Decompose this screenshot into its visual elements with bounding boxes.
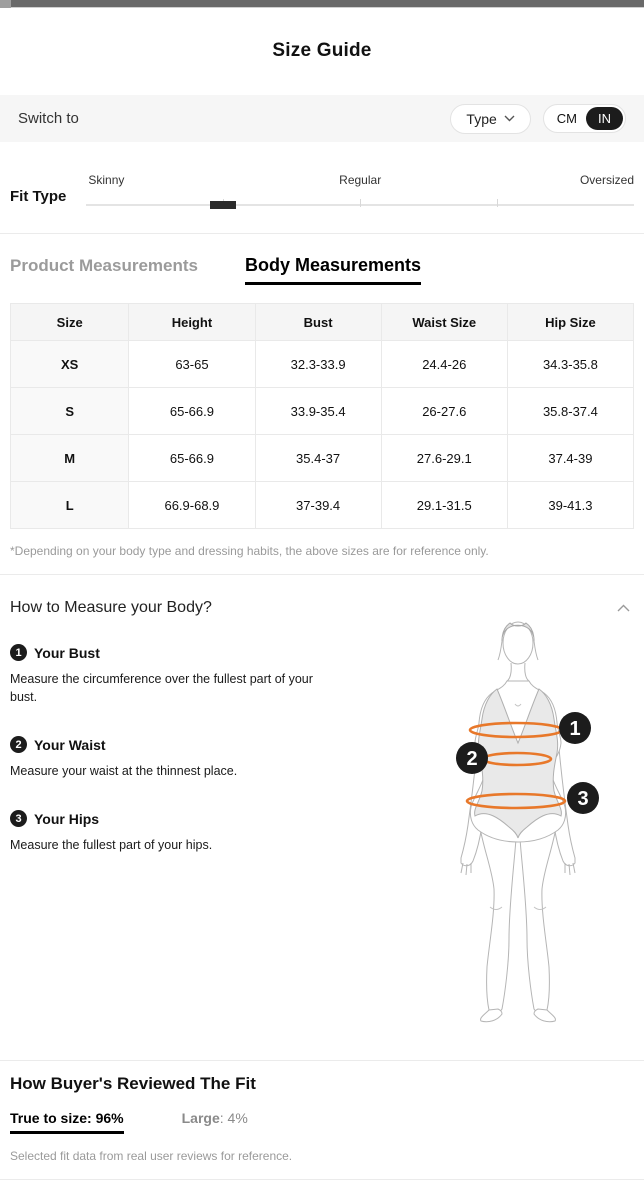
measure-step <box>10 736 390 780</box>
measure-step-header <box>10 736 390 753</box>
step-description: Measure your waist at the thinnest place. <box>10 764 238 779</box>
stat-true-to-size[interactable]: True to size: 96% <box>10 1110 124 1134</box>
measurement-cell: 65-66.9 <box>129 435 255 482</box>
measurement-cell: 29.1-31.5 <box>381 482 507 529</box>
column-header: Height <box>129 304 255 341</box>
top-overlay-bar <box>0 0 644 8</box>
fit-review-note: Selected fit data from real user reviews for reference. <box>10 1149 293 1163</box>
svg-text:2: 2 <box>466 748 478 770</box>
figure-right-leg <box>520 823 557 1013</box>
divider <box>0 574 644 575</box>
step-description: Measure the circumference over the fullest part of your bust. <box>10 672 313 705</box>
how-to-measure-section <box>0 589 644 1044</box>
fit-review-title: How Buyer's Reviewed The Fit <box>10 1074 256 1093</box>
switch-controls <box>450 104 626 134</box>
fit-review-stats <box>10 1110 634 1134</box>
measurement-cell: 65-66.9 <box>129 388 255 435</box>
track-tick <box>497 199 498 207</box>
step-description: Measure the fullest part of your hips. <box>10 838 213 853</box>
fit-option-skinny: Skinny <box>88 173 125 187</box>
measure-step-header <box>10 644 390 661</box>
unit-toggle[interactable] <box>543 104 626 133</box>
page-title: Size Guide <box>272 40 372 61</box>
measurement-cell: 26-27.6 <box>381 388 507 435</box>
step-number-badge: 2 <box>10 736 27 753</box>
svg-text:1: 1 <box>569 718 581 740</box>
measurement-cell: 27.6-29.1 <box>381 435 507 482</box>
marker-2-badge <box>456 742 488 774</box>
chevron-down-icon <box>504 115 515 122</box>
measurement-cell: 63-65 <box>129 341 255 388</box>
body-measurement-illustration <box>434 611 644 1023</box>
measurement-cell: 39-41.3 <box>507 482 633 529</box>
figure-left-foot <box>481 1009 502 1022</box>
track-tick <box>360 199 361 207</box>
switch-bar <box>0 95 644 142</box>
column-header: Hip Size <box>507 304 633 341</box>
fit-option-oversized: Oversized <box>579 173 634 187</box>
size-cell: L <box>11 482 129 529</box>
marker-3-badge <box>567 782 599 814</box>
size-cell: S <box>11 388 129 435</box>
how-to-measure-title: How to Measure your Body? <box>10 599 212 616</box>
measurement-cell: 34.3-35.8 <box>507 341 633 388</box>
step-title: Your Waist <box>34 736 106 753</box>
table-row <box>11 435 634 482</box>
marker-1-badge <box>559 712 591 744</box>
column-header: Waist Size <box>381 304 507 341</box>
column-header: Size <box>11 304 129 341</box>
measure-step-header <box>10 810 390 827</box>
figure-right-foot <box>534 1009 555 1022</box>
fit-type-row <box>10 171 634 213</box>
figure-left-leg <box>479 823 516 1013</box>
table-row <box>11 388 634 435</box>
measurement-tabs <box>0 255 644 285</box>
measurement-cell: 35.8-37.4 <box>507 388 633 435</box>
svg-text:3: 3 <box>577 788 589 810</box>
type-dropdown-button[interactable] <box>450 104 530 134</box>
unit-option-in[interactable]: IN <box>586 107 623 130</box>
size-cell: M <box>11 435 129 482</box>
measure-step <box>10 644 390 706</box>
measure-steps <box>10 644 390 855</box>
step-title: Your Hips <box>34 810 100 827</box>
measurement-cell: 37.4-39 <box>507 435 633 482</box>
figure-neck <box>507 663 529 681</box>
step-title: Your Bust <box>34 644 100 661</box>
unit-option-cm[interactable]: CM <box>556 111 577 126</box>
measurement-cell: 66.9-68.9 <box>129 482 255 529</box>
tab-product-measurements[interactable]: Product Measurements <box>10 256 198 275</box>
step-number-badge: 1 <box>10 644 27 661</box>
tab-body-measurements[interactable]: Body Measurements <box>245 255 421 285</box>
table-row <box>11 341 634 388</box>
fit-type-slider[interactable] <box>86 171 634 213</box>
divider <box>0 1060 644 1061</box>
size-table <box>10 303 634 529</box>
measurement-cell: 24.4-26 <box>381 341 507 388</box>
fit-review-section <box>0 1074 644 1163</box>
size-table-note: *Depending on your body type and dressing habits, the above sizes are for reference only. <box>10 544 489 558</box>
fit-type-label: Fit Type <box>10 188 67 205</box>
fit-type-handle[interactable] <box>210 201 236 209</box>
divider <box>0 233 644 234</box>
size-cell: XS <box>11 341 129 388</box>
measurement-cell: 35.4-37 <box>255 435 381 482</box>
size-table-header-row <box>11 304 634 341</box>
step-number-badge: 3 <box>10 810 27 827</box>
measure-step <box>10 810 390 854</box>
top-overlay-bar-tip <box>0 0 11 8</box>
measurement-cell: 32.3-33.9 <box>255 341 381 388</box>
fit-option-regular: Regular <box>339 173 382 187</box>
switch-to-label: Switch to <box>18 110 79 127</box>
measurement-cell: 37-39.4 <box>255 482 381 529</box>
table-row <box>11 482 634 529</box>
type-dropdown-label: Type <box>466 110 497 127</box>
column-header: Bust <box>255 304 381 341</box>
measurement-cell: 33.9-35.4 <box>255 388 381 435</box>
stat-large[interactable]: Large: 4% <box>181 1110 248 1126</box>
